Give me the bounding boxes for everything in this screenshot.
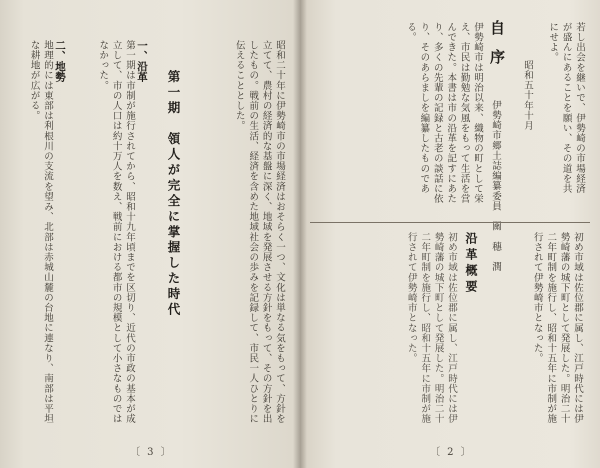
book-gutter [293, 0, 307, 468]
section-divider [310, 222, 590, 223]
preface-title: 自序 [488, 20, 506, 78]
left-page-number: 〔 3 〕 [130, 447, 173, 458]
preface-date: 昭和五十年十月 [522, 60, 533, 131]
preface-author: 伊勢崎市郷土誌編纂委員 關 穗 潤 [490, 100, 501, 272]
right-page [300, 0, 600, 468]
right-page-number: 〔 2 〕 [430, 447, 473, 458]
section-2-body: 地理的には東部は利根川の支流を望み、北部は赤城山麓の台地に連なり、南部は平坦な耕地が広がる。 [28, 40, 53, 424]
left-intro-text: 昭和二十年に伊勢崎市の市場経済はおそらく一つ、文化は単なる気をもって、方針を立てて、農村の経済的な基盤に深く、地域を発展させる方針をもって、その方針を出したもの。戦前の生活、経済を含めた地域社会の歩みを記録して、市民一人ひとりに伝えることとした。 [233, 40, 285, 424]
preface-lead-text: 若し出会を継いで、伊勢崎の市場経済が盛んにあることを願い、その道を共にせよ。 [547, 22, 585, 194]
section-2-title: 二、地勢 [54, 40, 66, 82]
section-body-cont: 初め市域は佐位郡に属し、江戸時代には伊勢崎藩の城下町として発展した。明治二十二年町制を施行し、昭和十五年に市制が施行されて伊勢崎市となった。 [405, 232, 457, 424]
chapter-title: 第一期 領人が完全に掌握した時代 [166, 70, 181, 318]
preface-body: 伊勢崎市は明治以来、織物の町として栄え、市民は勤勉な気風をもって生活を営んできた。本書は市の沿革を記すにあたり、多くの先輩の記録と古老の談話に依り、そのあらましを編纂したものである。 [404, 22, 483, 204]
section-1-title: 一、沿革 [136, 40, 148, 82]
section-title: 沿革概要 [464, 232, 478, 296]
section-body: 初め市域は佐位郡に属し、江戸時代には伊勢崎藩の城下町として発展した。明治二十二年町制を施行し、昭和十五年に市制が施行されて伊勢崎市となった。 [531, 232, 583, 424]
section-1-body: 第一期は市制が施行されてから、昭和十九年頃までを区切り、近代の市政の基本が成立して、市の人口は約十万人を数え、戦前における都市の規模として小さなものではなかった。 [97, 40, 135, 424]
